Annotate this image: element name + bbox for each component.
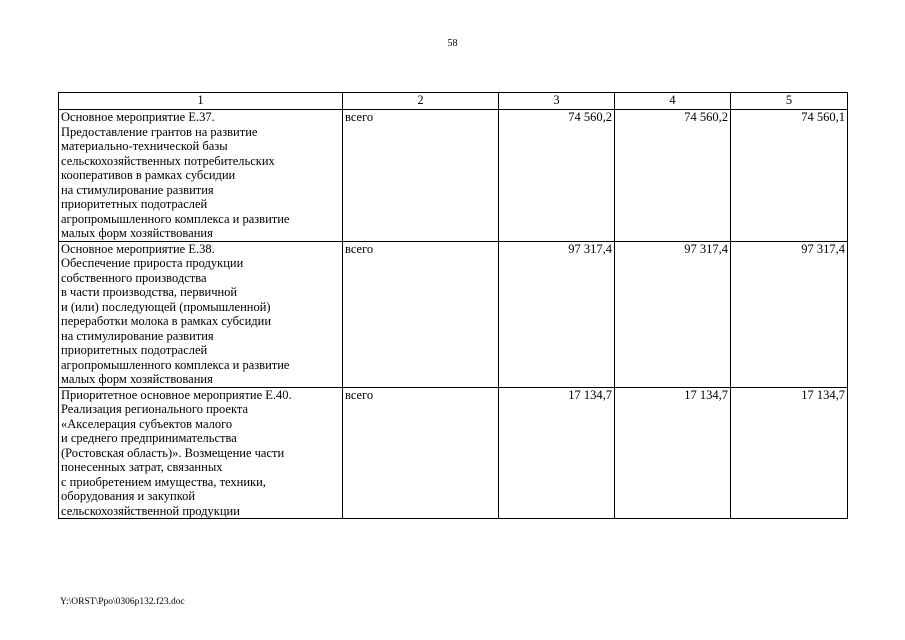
value-col-5: 97 317,4 (731, 241, 848, 387)
table-row (59, 241, 848, 387)
page-number: 58 (447, 38, 458, 49)
event-description: Приоритетное основное мероприятие Е.40. Реализация регионального проекта «Акселерация субъектов малого и среднего предпринимательства (Ростовская область)». Возмещение части понесенных затрат, связанных с приобретением имущества, техники, оборудования и закупкой сельскохозяйственной продукции (59, 387, 343, 519)
value-col-3: 74 560,2 (499, 110, 615, 242)
file-path-footer: Y:\ORST\Ppo\0306p132.f23.doc (60, 597, 185, 607)
event-description: Основное мероприятие Е.38. Обеспечение прироста продукции собственного производства в части производства, первичной и (или) последующей (промышленной) переработки молока в рамках субсидии на стимулирование развития приоритетных подотраслей агропромышленного комплекса и развитие малых форм хозяйствования (59, 241, 343, 387)
column-header-5: 5 (731, 93, 848, 110)
event-description: Основное мероприятие Е.37. Предоставление грантов на развитие материально-технической базы сельскохозяйственных потребительских кооперативов в рамках субсидии на стимулирование развития приоритетных подотраслей агропромышленного комплекса и развитие малых форм хозяйствования (59, 110, 343, 242)
funding-category: всего (343, 241, 499, 387)
budget-table (58, 92, 848, 519)
column-header-3: 3 (499, 93, 615, 110)
table-row (59, 387, 848, 519)
funding-category: всего (343, 110, 499, 242)
value-col-5: 17 134,7 (731, 387, 848, 519)
value-col-4: 97 317,4 (615, 241, 731, 387)
column-header-1: 1 (59, 93, 343, 110)
funding-category: всего (343, 387, 499, 519)
column-header-2: 2 (343, 93, 499, 110)
value-col-3: 17 134,7 (499, 387, 615, 519)
value-col-4: 74 560,2 (615, 110, 731, 242)
column-header-4: 4 (615, 93, 731, 110)
header-row (59, 93, 848, 110)
value-col-4: 17 134,7 (615, 387, 731, 519)
value-col-5: 74 560,1 (731, 110, 848, 242)
value-col-3: 97 317,4 (499, 241, 615, 387)
table-row (59, 110, 848, 242)
